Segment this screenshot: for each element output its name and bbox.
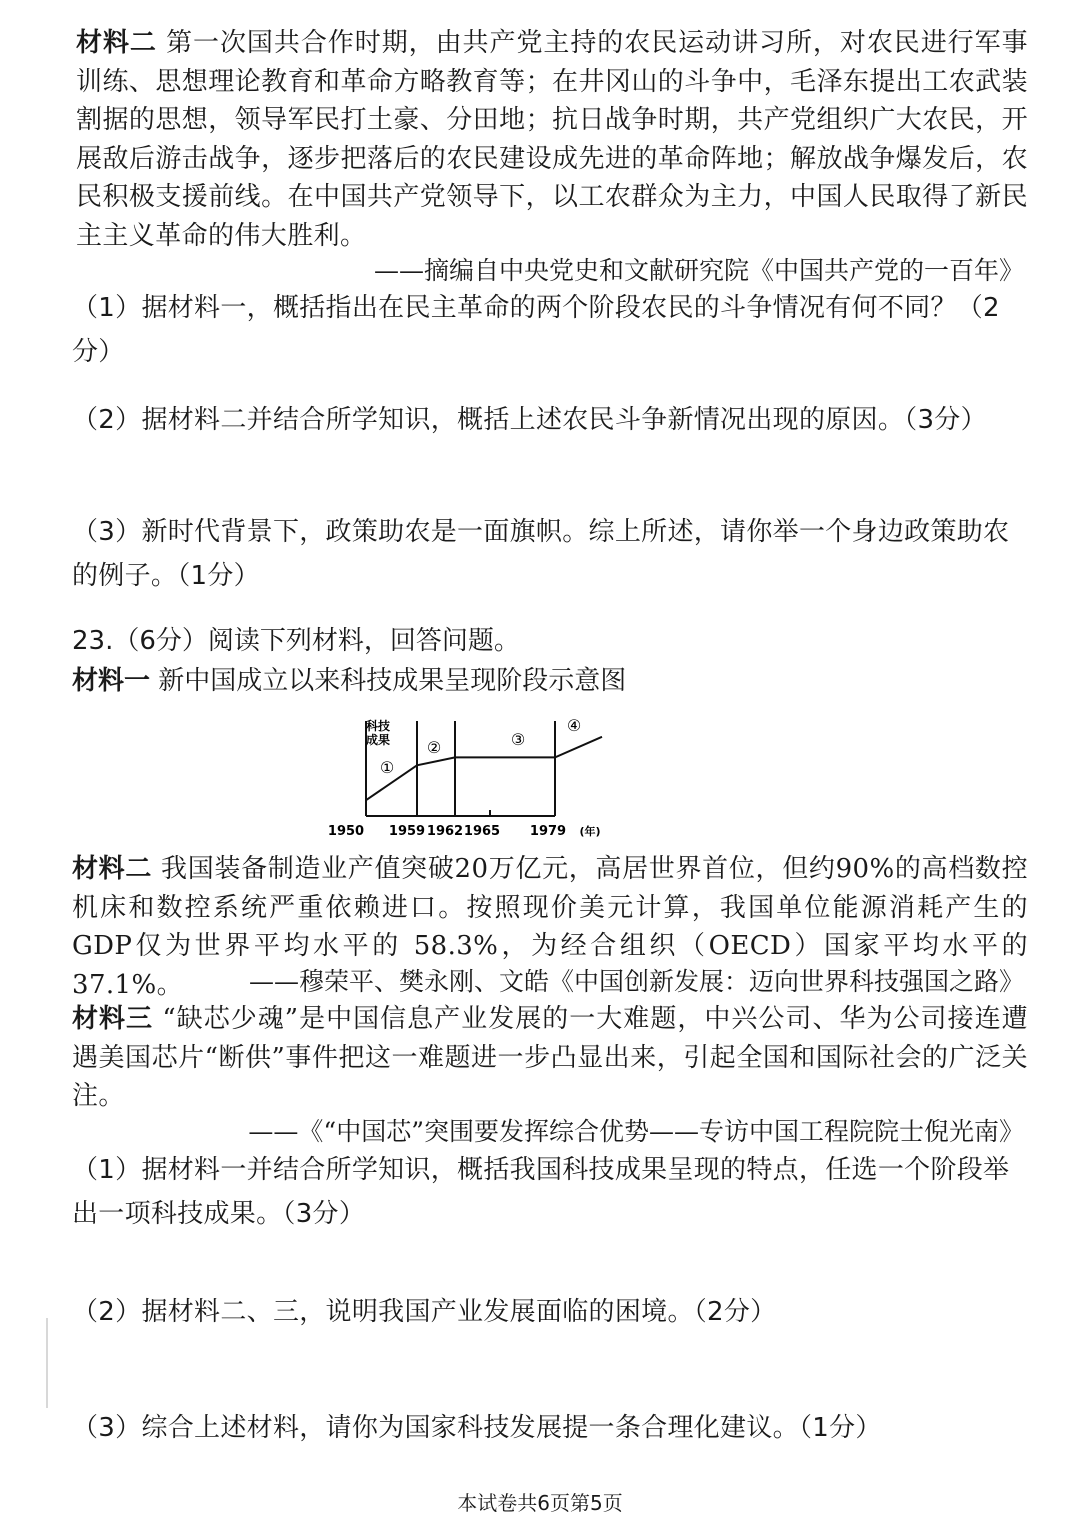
x-unit-label: (年) [579, 825, 601, 838]
q22-material-2-source: ——摘编自中央党史和文献研究院《中国共产党的一百年》 [373, 256, 1024, 285]
material-title: 新中国成立以来科技成果呈现阶段示意图 [158, 666, 627, 696]
x-tick-label: 1965 [463, 824, 501, 839]
q23-material-3 [72, 1000, 1028, 1116]
scan-edge-line [46, 1318, 48, 1408]
y-label-line-1: 科技 [365, 719, 391, 733]
q23-heading: 23.（6分）阅读下列材料，回答问题。 [72, 626, 520, 656]
x-tick-label: 1959 [388, 824, 426, 839]
x-tick-label: 1950 [327, 824, 365, 839]
chart-line-group [366, 737, 602, 800]
chart-frame [366, 721, 555, 816]
stage-label: ② [426, 738, 442, 757]
tech-achievement-chart [322, 713, 622, 843]
stage-label: ③ [510, 730, 526, 749]
q22-part-2: （2）据材料二并结合所学知识，概括上述农民斗争新情况出现的原因。（3分） [72, 405, 987, 435]
stage-label: ④ [566, 716, 582, 735]
material-text: 第一次国共合作时期，由共产党主持的农民运动讲习所，对农民进行军事训练、思想理论教育和革命方略教育等；在井冈山的斗争中，毛泽东提出工农武装割据的思想，领导军民打土豪、分田地；抗日战争时期，共产党组织广大农民，开展敌后游击战争，逐步把落后的农民建设成先进的革命阵地；解放战争爆发后，农民积极支援前线。在中国共产党领导下，以工农群众为主力，中国人民取得了新民主主义革命的伟大胜利。 [76, 28, 1028, 251]
material-text: 我国装备制造业产值突破20万亿元，高居世界首位，但约90%的高档数控机床和数控系统严重依赖进口。按照现价美元计算，我国单位能源消耗产生的GDP仅为世界平均水平的 58.3%，为经合组织（OECD）国家平均水平的 37.1%。 [72, 854, 1028, 1000]
stage-label: ① [379, 758, 395, 777]
x-tick-label: 1962 [426, 824, 464, 839]
chart-label-group [328, 716, 601, 839]
q23-part-3: （3）综合上述材料，请你为国家科技发展提一条合理化建议。（1分） [72, 1413, 882, 1443]
page-footer: 本试卷共6页第5页 [457, 1491, 623, 1515]
material-label: 材料三 [72, 1004, 154, 1034]
y-label-line-2: 成果 [365, 733, 391, 747]
q22-material-2 [76, 24, 1028, 255]
q23-part-2: （2）据材料二、三，说明我国产业发展面临的困境。（2分） [72, 1297, 777, 1327]
material-label: 材料二 [72, 854, 153, 884]
x-tick-label: 1979 [529, 824, 567, 839]
material-label: 材料一 [72, 666, 151, 696]
q22-part-3: （3）新时代背景下，政策助农是一面旗帜。综上所述，请你举一个身边政策助农的例子。（1分） [72, 517, 1010, 591]
q23-material-3-source: ——《“中国芯”突围要发挥综合优势——专访中国工程院院士倪光南》 [248, 1117, 1024, 1146]
material-text: “缺芯少魂”是中国信息产业发展的一大难题，中兴公司、华为公司接连遭遇美国芯片“断供”事件把这一难题进一步凸显出来，引起全国和国际社会的广泛关注。 [72, 1004, 1028, 1111]
q23-material-1 [72, 662, 626, 700]
q23-part-1: （1）据材料一并结合所学知识，概括我国科技成果呈现的特点，任选一个阶段举出一项科技成果。（3分） [72, 1155, 1010, 1229]
q23-material-2-source: ——穆荣平、樊永刚、文皓《中国创新发展：迈向世界科技强国之路》 [248, 967, 1024, 996]
achievement-line [366, 737, 602, 800]
chart-svg [322, 713, 622, 843]
material-label: 材料二 [76, 28, 157, 58]
q22-part-1: （1）据材料一，概括指出在民主革命的两个阶段农民的斗争情况有何不同？（2分） [72, 293, 1000, 367]
